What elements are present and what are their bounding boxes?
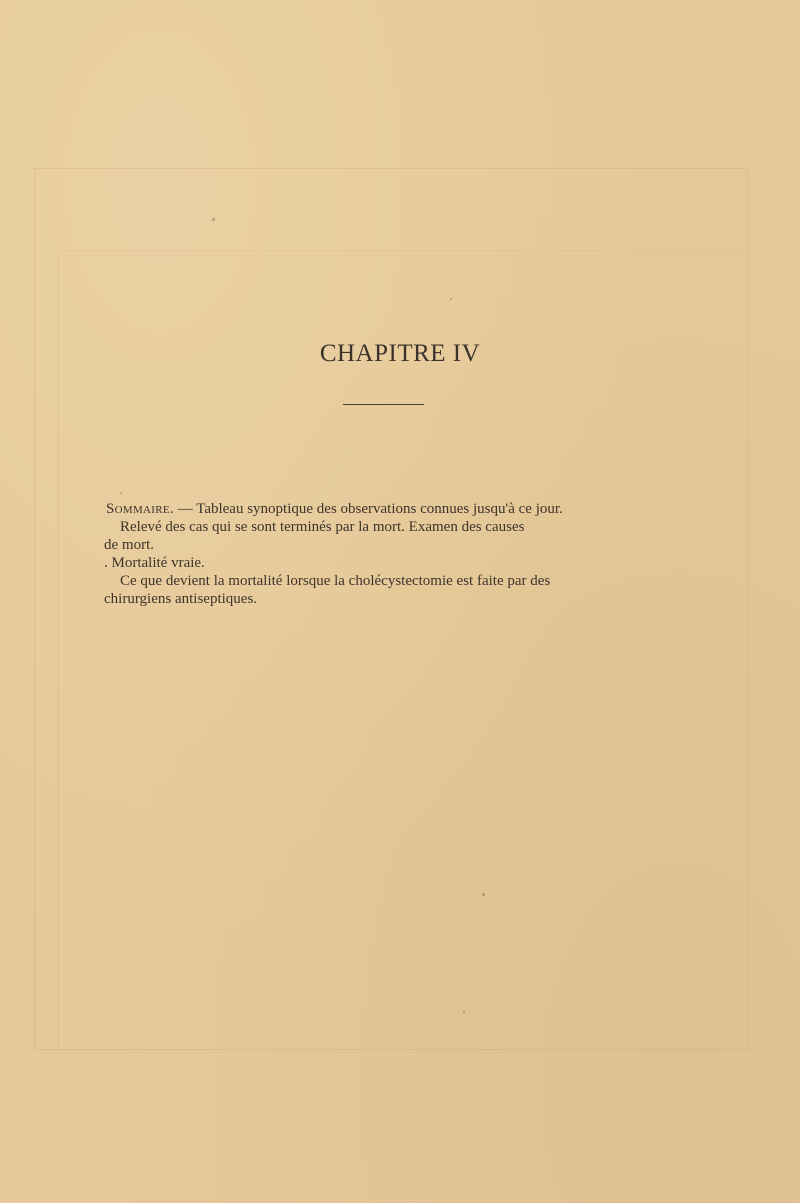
summary-text-1: Tableau synoptique des observations connues jusqu'à ce jour.: [196, 501, 563, 517]
summary-label: Sommaire.: [106, 501, 174, 517]
summary-line-3: de mort.: [104, 537, 154, 553]
paper-speck: [450, 298, 452, 300]
chapter-summary: [106, 500, 666, 608]
chapter-title: CHAPITRE IV: [319, 340, 481, 367]
paper-speck: [212, 218, 215, 221]
summary-line-2: Relevé des cas qui se sont terminés par la mort. Examen des causes: [120, 519, 525, 535]
summary-line-6: chirurgiens antiseptiques.: [104, 591, 258, 607]
plate-mark-inner: [58, 250, 747, 1051]
summary-line-5: Ce que devient la mortalité lorsque la cholécystectomie est faite par des: [120, 573, 551, 589]
summary-line-1: [106, 500, 666, 518]
paper-speck: [463, 1010, 465, 1013]
paper-speck: [482, 893, 485, 896]
summary-line-4: . Mortalité vraie.: [104, 555, 205, 571]
summary-dash: —: [173, 501, 197, 517]
paper-speck: [120, 492, 122, 494]
title-rule: [343, 404, 424, 405]
